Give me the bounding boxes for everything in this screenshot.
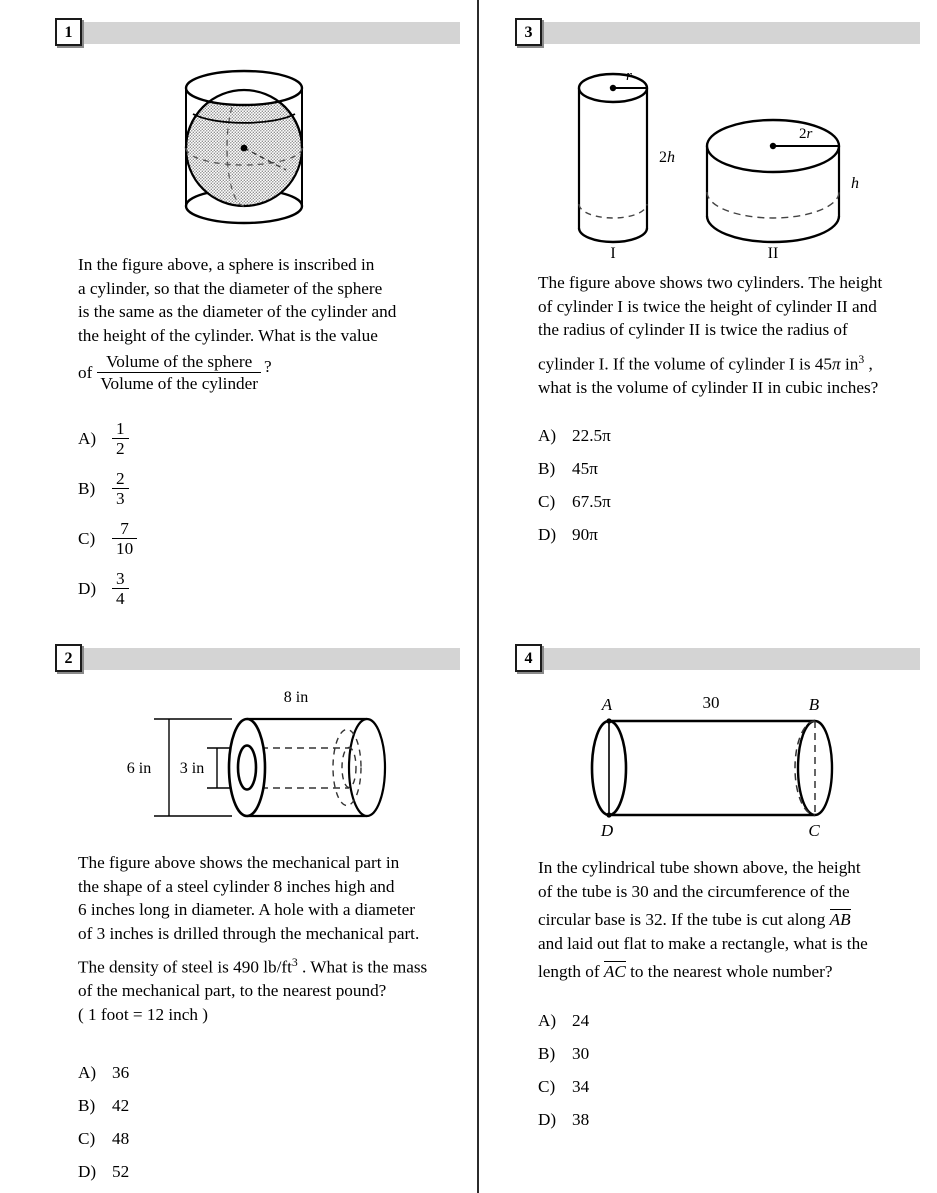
choice-option[interactable]	[538, 452, 937, 485]
label-length: 8 in	[283, 689, 308, 706]
density-exponent: 3	[291, 956, 298, 969]
label-inner-diameter: 3 in	[179, 760, 204, 777]
choice-option[interactable]	[78, 1056, 477, 1089]
label-length-30: 30	[702, 693, 719, 712]
fraction-numerator: Volume of the sphere	[106, 352, 253, 371]
stem-line: In the cylindrical tube shown above, the height	[538, 858, 861, 877]
choice-label: B)	[78, 478, 96, 498]
volume-pre: cylinder I. If the volume of cylinder I is 45	[538, 354, 833, 374]
choice-value: 42	[112, 1096, 130, 1116]
stem-line: a cylinder, so that the diameter of the sphere	[78, 278, 383, 298]
choice-value: 22.5π	[572, 426, 611, 446]
choice-denominator: 3	[112, 488, 129, 508]
choice-option[interactable]	[538, 1070, 937, 1103]
choice-numerator: 7	[120, 518, 129, 538]
choice-denominator: 2	[112, 438, 129, 458]
figure-labeled-tube	[500, 676, 937, 846]
choice-option[interactable]	[78, 566, 477, 610]
unit-conversion-note: ( 1 foot = 12 inch )	[78, 1004, 208, 1024]
choice-label: D)	[538, 525, 557, 545]
header-bar	[515, 22, 920, 44]
stem-line: is the same as the diameter of the cylinder and	[78, 302, 397, 321]
question-2-choices	[78, 1056, 477, 1188]
question-number-box: 2	[55, 644, 82, 672]
label-vertex-b: B	[808, 695, 819, 714]
choice-option[interactable]	[538, 1037, 937, 1070]
stem-line: The figure above shows two cylinders. The height	[538, 273, 883, 292]
stem-line: and laid out flat to make a rectangle, what is the	[538, 933, 868, 953]
question-number-box: 1	[55, 18, 82, 46]
choice-value: 52	[112, 1162, 130, 1182]
header-bar	[515, 648, 920, 670]
choice-label: B)	[538, 1043, 556, 1063]
stem-line: of the mechanical part, to the nearest pound?	[78, 981, 387, 1001]
volume-post: ,	[864, 354, 873, 374]
density-line	[78, 951, 478, 979]
header-bar	[55, 22, 460, 44]
question-4-header	[515, 648, 937, 670]
choice-option[interactable]	[538, 485, 937, 518]
stem-line: of cylinder I is twice the height of cylinder II and	[538, 296, 877, 316]
label-vertex-d: D	[600, 821, 613, 840]
choice-label: A)	[78, 428, 97, 448]
stem-line-with-segment-ac	[538, 960, 937, 984]
question-2-stem	[78, 851, 478, 1026]
stem-line: what is the volume of cylinder II in cubic inches?	[538, 377, 879, 397]
caption-cylinder-2: II	[767, 245, 778, 262]
choice-numerator: 3	[116, 568, 125, 588]
question-3-header	[515, 22, 937, 44]
question-4-stem	[538, 856, 937, 984]
question-2-header	[55, 648, 477, 670]
label-vertex-c: C	[807, 821, 820, 840]
choice-label: B)	[538, 459, 556, 479]
choice-label: A)	[538, 1010, 557, 1030]
volume-exponent: 3	[858, 352, 865, 366]
figure-two-cylinders	[500, 50, 937, 271]
figure-hollow-cylinder	[40, 676, 477, 841]
stem-text-tail: to the nearest whole number?	[625, 962, 833, 981]
stem-line: of the tube is 30 and the circumference of the	[538, 881, 850, 901]
label-outer-diameter: 6 in	[126, 760, 151, 777]
question-3-stem	[538, 271, 937, 399]
stem-line: of 3 inches is drilled through the mechanical part.	[78, 923, 420, 943]
choice-numerator: 2	[116, 468, 125, 488]
stem-line: the radius of cylinder II is twice the radius of	[538, 320, 848, 339]
choice-label: C)	[538, 1076, 556, 1096]
label-height-h: h	[850, 175, 859, 192]
stem-line: 6 inches long in diameter. A hole with a diameter	[78, 900, 415, 919]
volume-ratio-fraction	[78, 351, 478, 394]
question-1-header	[55, 22, 477, 44]
question-2	[40, 648, 477, 1188]
choice-option[interactable]	[538, 1004, 937, 1037]
choice-value: 34	[572, 1076, 590, 1096]
pi-symbol: π	[832, 354, 841, 374]
stem-line: The figure above shows the mechanical part in	[78, 853, 400, 872]
choice-label: C)	[78, 1129, 96, 1149]
question-3	[500, 22, 937, 551]
choice-label: D)	[538, 1109, 557, 1129]
choice-value: 24	[572, 1010, 590, 1030]
choice-value: 90π	[572, 525, 598, 545]
choice-denominator: 10	[112, 538, 137, 558]
density-post: . What is the mass	[297, 957, 428, 977]
choice-option[interactable]	[78, 1089, 477, 1122]
fraction-question-mark: ?	[264, 357, 272, 376]
segment-ab: AB	[829, 910, 851, 929]
choice-denominator: 4	[112, 588, 129, 608]
choice-label: C)	[78, 528, 96, 548]
label-height-2h: 2h	[658, 149, 675, 166]
choice-option[interactable]	[78, 1155, 477, 1188]
choice-value: 48	[112, 1129, 130, 1149]
label-radius-r: r	[625, 68, 632, 84]
choice-value: 38	[572, 1109, 590, 1129]
choice-option[interactable]	[538, 419, 937, 452]
stem-line: the height of the cylinder. What is the value	[78, 325, 378, 345]
choice-option[interactable]	[538, 1103, 937, 1136]
question-4	[500, 648, 937, 1136]
fraction-denominator: Volume of the cylinder	[97, 372, 261, 394]
density-pre: The density of steel is 490 lb/ft	[78, 957, 292, 977]
choice-label: D)	[78, 1162, 97, 1182]
stem-line-with-segment-ab	[538, 908, 937, 932]
choice-numerator: 1	[116, 418, 125, 438]
label-vertex-a: A	[601, 695, 612, 714]
choice-value: 36	[112, 1063, 130, 1083]
caption-cylinder-1: I	[609, 245, 616, 262]
choice-value: 30	[572, 1043, 590, 1063]
stem-text: length of	[538, 962, 604, 981]
choice-label: D)	[78, 578, 97, 598]
choice-label: B)	[78, 1096, 96, 1116]
volume-units: in	[840, 354, 859, 374]
question-1	[40, 22, 477, 616]
choice-option[interactable]	[538, 518, 937, 551]
stem-text: circular base is 32. If the tube is cut along	[538, 910, 830, 929]
stem-line: In the figure above, a sphere is inscribed in	[78, 255, 375, 274]
choice-value: 67.5π	[572, 492, 611, 512]
choice-option[interactable]	[78, 516, 477, 560]
choice-label: C)	[538, 492, 556, 512]
volume-line	[538, 348, 937, 376]
choice-label: A)	[78, 1063, 97, 1083]
choice-option[interactable]	[78, 416, 477, 460]
question-3-choices	[538, 419, 937, 551]
segment-ac: AC	[603, 962, 626, 981]
figure-sphere-inscribed-in-cylinder	[40, 50, 477, 243]
label-radius-2r: 2r	[798, 126, 812, 142]
question-1-choices	[78, 416, 477, 610]
choice-option[interactable]	[78, 1122, 477, 1155]
question-number-box: 3	[515, 18, 542, 46]
stem-line: the shape of a steel cylinder 8 inches high and	[78, 876, 395, 896]
header-bar	[55, 648, 460, 670]
choice-label: A)	[538, 426, 557, 446]
question-number-box: 4	[515, 644, 542, 672]
fraction-lead-word: of	[78, 362, 93, 382]
question-4-choices	[538, 1004, 937, 1136]
question-1-stem	[78, 253, 478, 394]
choice-option[interactable]	[78, 466, 477, 510]
choice-value: 45π	[572, 459, 598, 479]
